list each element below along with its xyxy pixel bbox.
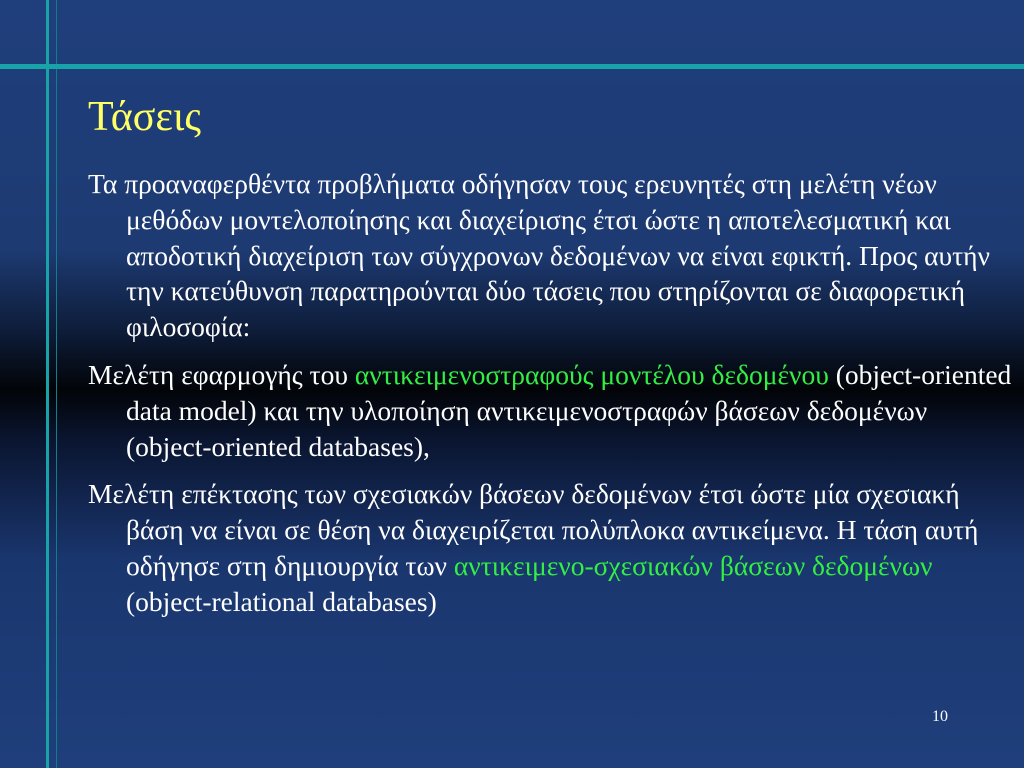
intro-paragraph <box>88 166 1016 345</box>
slide-title: Τάσεις <box>88 94 201 140</box>
trend-1-text-before: Μελέτη εφαρμογής του <box>88 358 355 390</box>
slide-body <box>88 166 1016 632</box>
page-number: 10 <box>932 708 948 725</box>
trend-1-text-after: (object-oriented data model) και την υλοποίηση αντικειμενοστραφών βάσεων δεδομένων (object-oriented databases), <box>126 358 1012 462</box>
trend-1-paragraph <box>88 357 1016 464</box>
trend-2-text-before: Μελέτη επέκτασης των σχεσιακών βάσεων δεδομένων έτσι ώστε μία σχεσιακή βάση να είναι σε θέση να διαχειρίζεται πολύπλοκα αντικείμενα. Η τάση αυτή οδήγησε στη δημιουργία των <box>88 478 979 581</box>
trend-2-highlight: αντικειμενο-σχεσιακών βάσεων δεδομένων <box>453 549 933 581</box>
intro-text: Τα προαναφερθέντα προβλήματα οδήγησαν τους ερευνητές στη μελέτη νέων μεθόδων μοντελοποίησης και διαχείρισης έτσι ώστε η αποτελεσματική και αποδοτική διαχείριση των σύγχρονων δεδομένων να είναι εφικτή. Προς αυτήν την κατεύθυνση παρατηρούνται δύο τάσεις που στηρίζονται σε διαφορετική φιλοσοφία: <box>88 168 990 343</box>
trend-2-paragraph <box>88 476 1016 619</box>
vertical-thin-line <box>56 0 57 768</box>
trend-2-text-after: (object-relational databases) <box>126 585 437 617</box>
trend-1-highlight: αντικειμενοστραφούς μοντέλου δεδομένου <box>354 358 829 390</box>
horizontal-accent-line <box>0 64 1024 69</box>
vertical-accent-line <box>46 0 49 768</box>
